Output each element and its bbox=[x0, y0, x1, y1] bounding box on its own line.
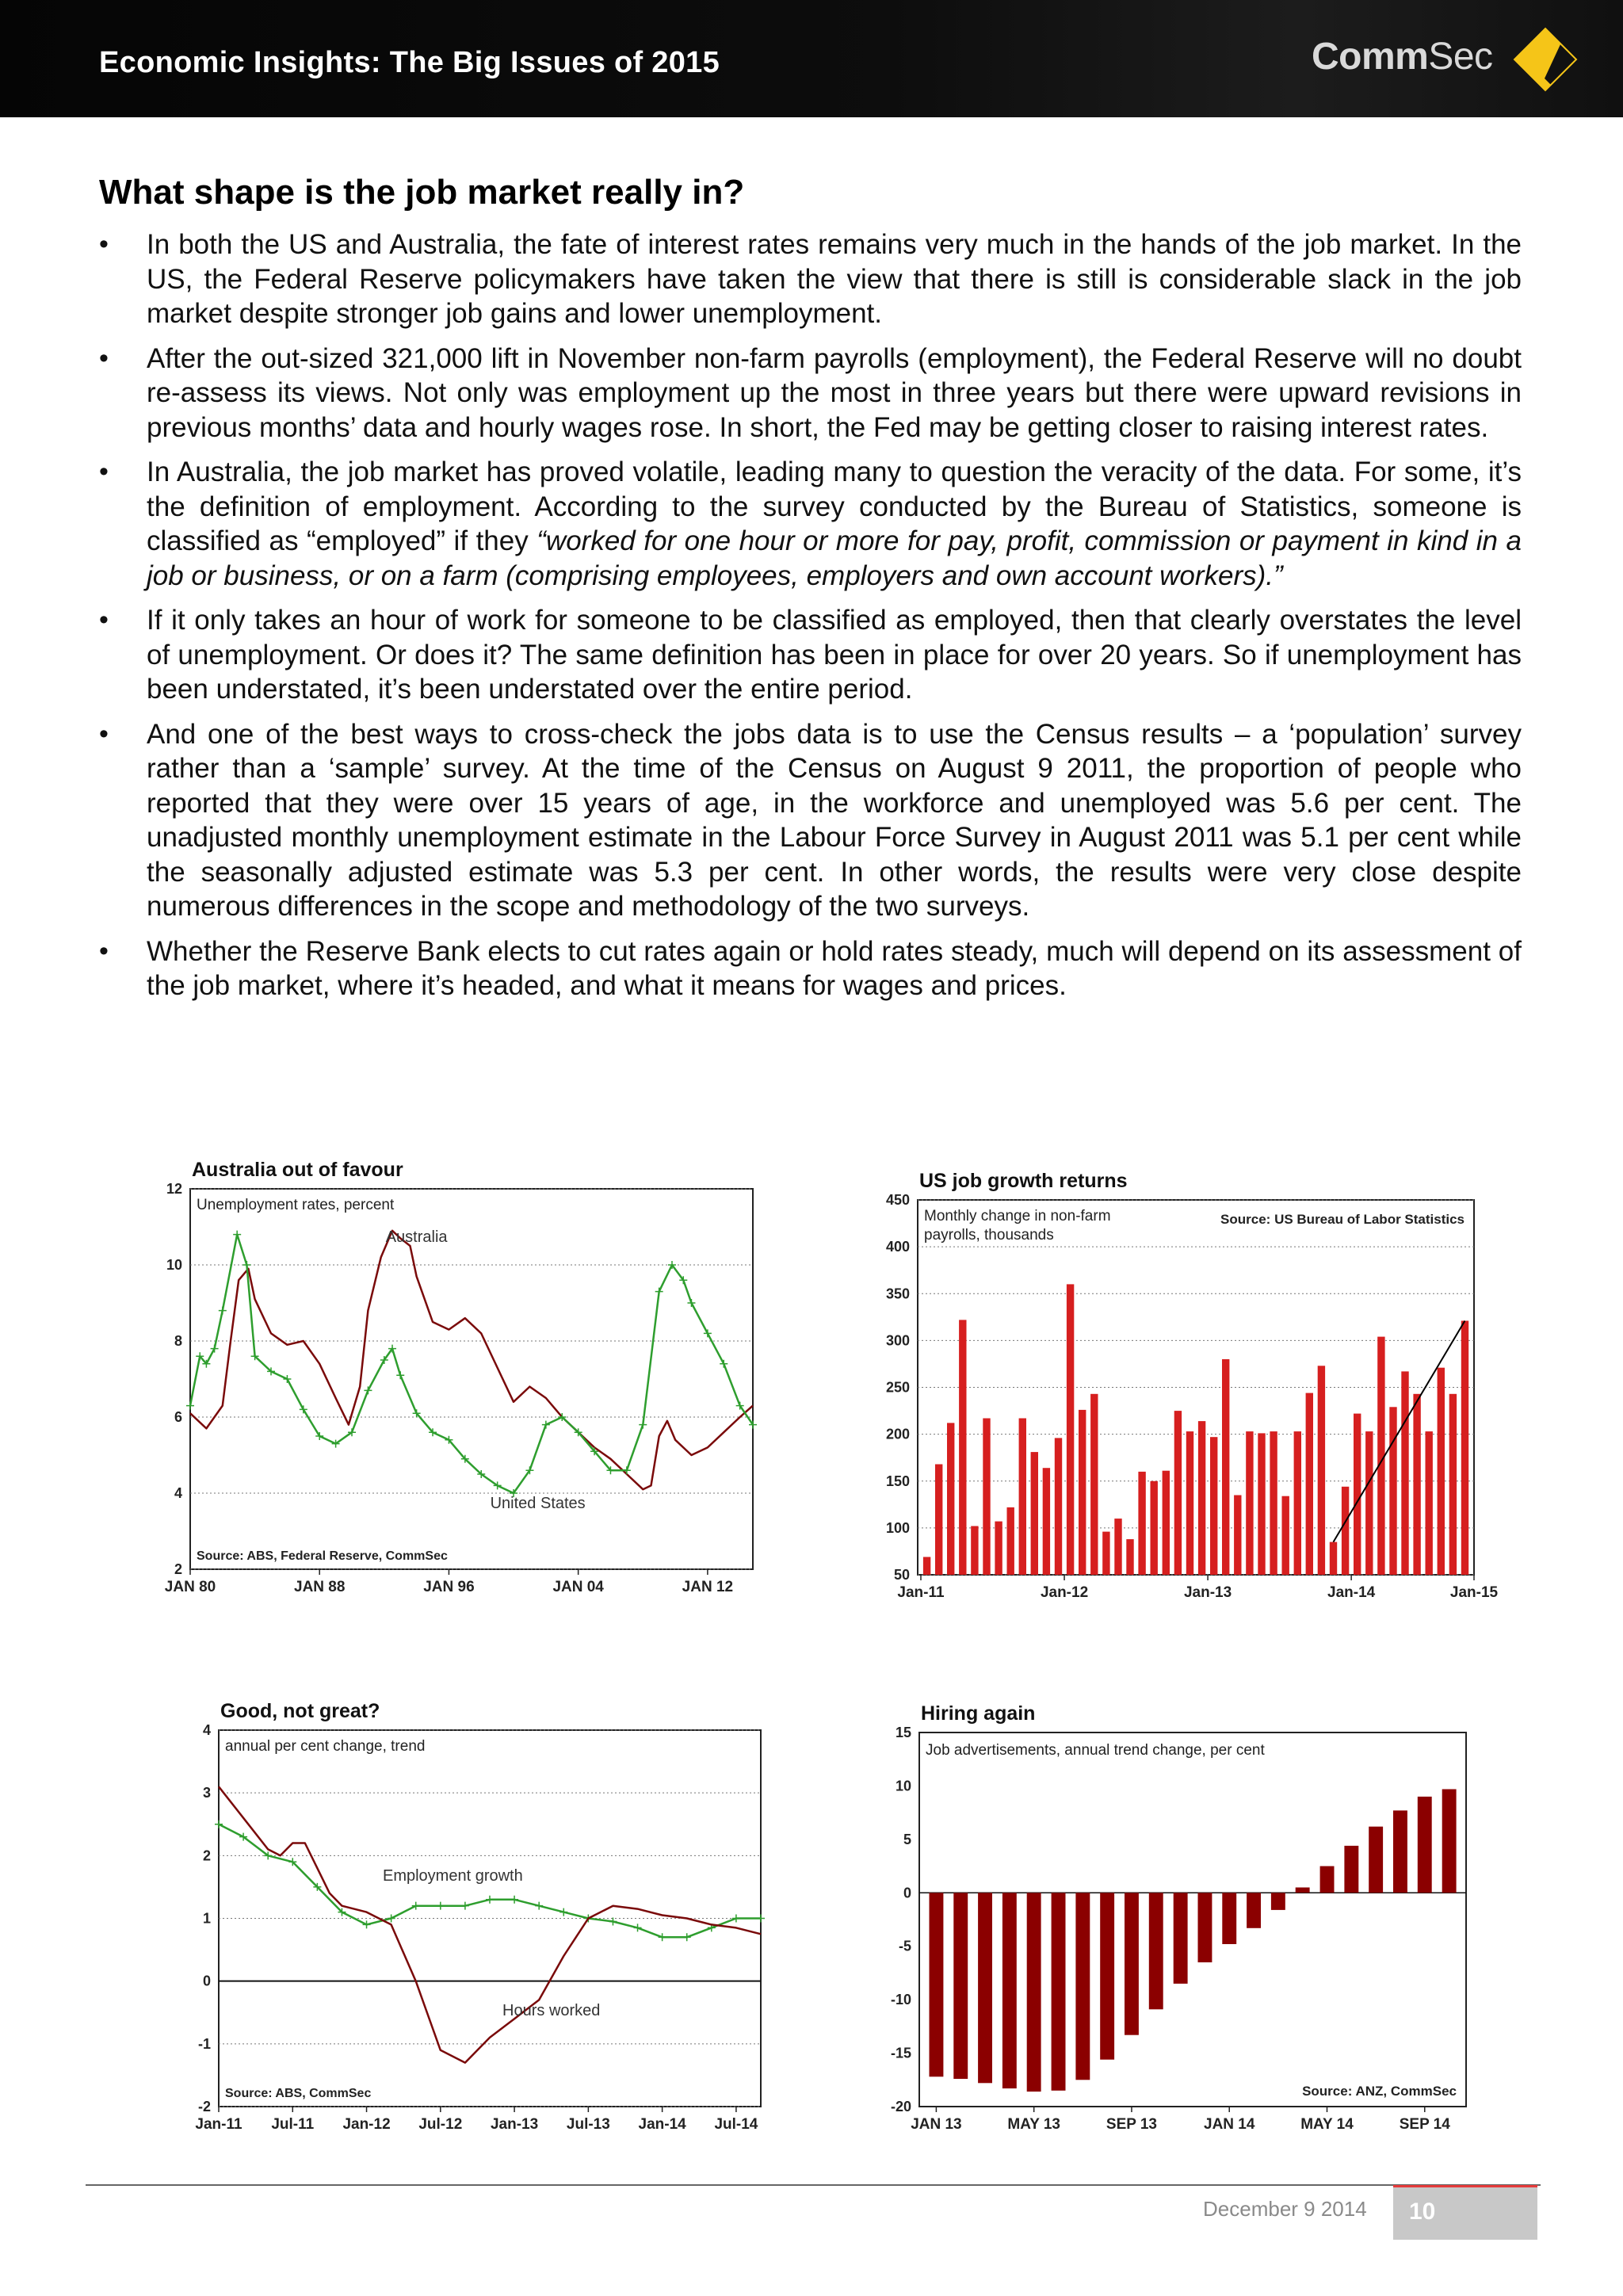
bar bbox=[1369, 1827, 1383, 1893]
x-tick-label: SEP 14 bbox=[1399, 2116, 1450, 2133]
bar bbox=[1198, 1893, 1212, 1962]
section-title: What shape is the job market really in? bbox=[99, 173, 745, 212]
bar bbox=[1296, 1888, 1310, 1893]
chart-title: Good, not great? bbox=[220, 1700, 380, 1722]
bar bbox=[1389, 1407, 1396, 1575]
bullet-item: • Whether the Reserve Bank elects to cut rates again or hold rates steady, much will depend on its assessment of the job market, where it’s headed, and what it means for wages and prices. bbox=[99, 934, 1522, 1003]
x-tick-label: Jan-14 bbox=[1327, 1584, 1376, 1601]
bar bbox=[1055, 1438, 1062, 1575]
bar bbox=[1102, 1532, 1109, 1575]
bar bbox=[1449, 1394, 1457, 1575]
y-tick-label: 0 bbox=[903, 1885, 911, 1901]
bullet-item: • In both the US and Australia, the fate of interest rates remains very much in the hands of the job market. In the US, the Federal Reserve policymakers have taken the view that there is still is considerable slack in the job market despite stronger job gains and lower unemployment. bbox=[99, 227, 1522, 331]
bar bbox=[1031, 1452, 1038, 1575]
chart-title: Australia out of favour bbox=[192, 1159, 403, 1181]
bar bbox=[947, 1423, 954, 1575]
chart-source: Source: ABS, CommSec bbox=[225, 2087, 372, 2100]
x-tick-label: Jan-15 bbox=[1449, 1584, 1499, 1601]
y-tick-label: 100 bbox=[885, 1519, 910, 1536]
bar bbox=[1401, 1371, 1408, 1575]
x-tick-label: JAN 04 bbox=[552, 1579, 604, 1595]
x-tick-label: JAN 88 bbox=[294, 1579, 346, 1595]
y-tick-label: 450 bbox=[885, 1192, 910, 1208]
employment-definition-quote: “worked for one hour or more for pay, profit, commission or payment in kind in a job or business, or on a farm (comprising employees, employers and own account workers).” bbox=[147, 525, 1522, 591]
plot-area bbox=[919, 1733, 1466, 2107]
y-tick-label: 400 bbox=[885, 1239, 910, 1255]
bar bbox=[923, 1557, 930, 1576]
bar bbox=[1222, 1359, 1229, 1575]
bar bbox=[978, 1893, 992, 2083]
bar bbox=[1079, 1410, 1086, 1575]
x-tick-label: JAN 80 bbox=[164, 1579, 216, 1595]
chart-source: Source: ABS, Federal Reserve, CommSec bbox=[197, 1549, 448, 1563]
x-tick-label: Jul-11 bbox=[271, 2116, 315, 2133]
bar bbox=[1100, 1893, 1114, 2059]
bar bbox=[995, 1522, 1002, 1575]
y-tick-label: -5 bbox=[898, 1938, 911, 1954]
y-tick-label: 300 bbox=[885, 1332, 910, 1349]
bullet-item: • And one of the best ways to cross-check the jobs data is to use the Census results – a ‘population’ survey rather than a ‘sample’ survey. At the time of the Census on August 9 2011, the proportion of people who reported that they were over 15 years of age, in the workforce and unemployed was 5.6 per cent. The unadjusted monthly unemployment estimate in the Labour Force Survey in August 2011 was 5.1 per cent while the seasonally adjusted estimate was 5.3 per cent. In other words, the results were very close despite numerous differences in the scope and methodology of the two surveys. bbox=[99, 717, 1522, 924]
bar bbox=[1151, 1481, 1158, 1575]
bar bbox=[1007, 1507, 1014, 1575]
y-tick-label: 5 bbox=[903, 1831, 911, 1847]
series-label: United States bbox=[490, 1495, 586, 1513]
bar bbox=[959, 1320, 966, 1575]
bar bbox=[1234, 1496, 1241, 1576]
bar bbox=[1019, 1419, 1026, 1576]
bullet-list bbox=[99, 227, 1522, 1014]
bar bbox=[1294, 1431, 1301, 1575]
bar bbox=[1365, 1431, 1373, 1575]
commsec-logo: CommSec bbox=[1312, 36, 1493, 78]
y-tick-label: 10 bbox=[895, 1778, 911, 1794]
page-number-box bbox=[1393, 2185, 1537, 2240]
y-tick-label: 2 bbox=[202, 1847, 211, 1864]
bar bbox=[1258, 1433, 1265, 1575]
bar bbox=[1149, 1893, 1163, 2009]
bar bbox=[1413, 1394, 1420, 1575]
bar bbox=[1282, 1496, 1289, 1575]
bar bbox=[1344, 1846, 1358, 1893]
x-tick-label: JAN 13 bbox=[911, 2116, 962, 2133]
bar bbox=[1393, 1810, 1407, 1893]
y-tick-label: -10 bbox=[890, 1992, 911, 2008]
chart-subtitle: Unemployment rates, percent bbox=[197, 1197, 395, 1213]
bar bbox=[1318, 1366, 1325, 1575]
chart-title: US job growth returns bbox=[919, 1170, 1128, 1192]
bar bbox=[1320, 1866, 1335, 1893]
y-tick-label: 150 bbox=[885, 1473, 910, 1489]
y-tick-label: 2 bbox=[174, 1561, 182, 1577]
bar bbox=[930, 1893, 944, 2076]
bar bbox=[1125, 1893, 1139, 2034]
bullet-item: • If it only takes an hour of work for someone to be classified as employed, then that clearly overstates the level of unemployment. Or does it? The same definition has been in place for over 20 years. So if unemployment has been understated, it’s been understated over the entire period. bbox=[99, 603, 1522, 707]
chart-good-not-great bbox=[190, 1690, 777, 2138]
bar bbox=[1438, 1368, 1445, 1575]
bar bbox=[1442, 1790, 1457, 1893]
y-tick-label: -2 bbox=[197, 2099, 211, 2115]
bar bbox=[971, 1526, 978, 1576]
footer-divider bbox=[86, 2184, 1541, 2186]
footer-date: December 9 2014 bbox=[1203, 2197, 1367, 2221]
bar bbox=[1174, 1411, 1182, 1575]
y-tick-label: 8 bbox=[174, 1333, 182, 1349]
bar bbox=[1027, 1893, 1041, 2092]
x-tick-label: MAY 14 bbox=[1300, 2116, 1354, 2133]
x-tick-label: Jul-14 bbox=[714, 2116, 758, 2133]
y-tick-label: 1 bbox=[202, 1910, 211, 1927]
x-tick-label: Jul-12 bbox=[418, 2116, 463, 2133]
bar bbox=[1138, 1472, 1145, 1575]
chart-subtitle: payrolls, thousands bbox=[924, 1227, 1054, 1244]
y-tick-label: 12 bbox=[166, 1181, 182, 1197]
bar bbox=[1271, 1893, 1285, 1910]
bar bbox=[1418, 1797, 1432, 1893]
series-label: Hours worked bbox=[502, 2002, 601, 2020]
bar bbox=[1067, 1284, 1074, 1575]
bar bbox=[1186, 1431, 1193, 1575]
chart-us-job-growth bbox=[880, 1159, 1506, 1603]
x-tick-label: Jan-12 bbox=[342, 2116, 391, 2133]
x-tick-label: Jul-13 bbox=[566, 2116, 610, 2133]
x-tick-label: Jan-13 bbox=[1183, 1584, 1232, 1601]
chart-source: Source: US Bureau of Labor Statistics bbox=[1220, 1212, 1465, 1227]
bullet-item: • In Australia, the job market has proved volatile, leading many to question the veracity of the data. For some, it’s the definition of employment. According to the survey conducted by the Bureau of Statistics, someone is classified as “employed” if they “worked for one hour or more for pay, profit, commission or payment in kind in a job or business, or on a farm (comprising employees, employers and own account workers).” bbox=[99, 455, 1522, 593]
page-number: 10 bbox=[1409, 2199, 1436, 2225]
bar bbox=[1163, 1471, 1170, 1575]
bar bbox=[1043, 1468, 1050, 1575]
chart-subtitle: Job advertisements, annual trend change, per cent bbox=[926, 1742, 1265, 1759]
yellow-diamond-icon bbox=[1510, 24, 1581, 95]
y-tick-label: -1 bbox=[197, 2035, 211, 2052]
chart-title: Hiring again bbox=[921, 1702, 1036, 1725]
bar bbox=[1247, 1893, 1261, 1928]
x-tick-label: JAN 12 bbox=[682, 1579, 734, 1595]
x-tick-label: SEP 13 bbox=[1106, 2116, 1158, 2133]
bar bbox=[1126, 1539, 1133, 1575]
bar bbox=[1174, 1893, 1188, 1984]
y-tick-label: 350 bbox=[885, 1286, 910, 1302]
x-tick-label: Jan-11 bbox=[897, 1584, 945, 1601]
bar bbox=[1052, 1893, 1066, 2091]
bar bbox=[1002, 1893, 1017, 2088]
y-tick-label: 0 bbox=[202, 1973, 211, 1989]
bar bbox=[953, 1893, 968, 2079]
chart-subtitle: annual per cent change, trend bbox=[225, 1738, 426, 1755]
bar bbox=[1342, 1487, 1349, 1575]
bar bbox=[935, 1465, 942, 1576]
x-tick-label: Jan-14 bbox=[638, 2116, 686, 2133]
bar bbox=[983, 1419, 990, 1576]
bullet-item: • After the out-sized 321,000 lift in November non-farm payrolls (employment), the Federal Reserve will no doubt re-assess its views. Not only was employment up the most in three years but there were upward revisions in previous months’ data and hourly wages rose. In short, the Fed may be getting closer to raising interest rates. bbox=[99, 342, 1522, 445]
y-tick-label: -20 bbox=[890, 2099, 911, 2115]
bar bbox=[1426, 1431, 1433, 1575]
chart-hiring-again bbox=[880, 1694, 1506, 2138]
y-tick-label: 50 bbox=[893, 1567, 910, 1583]
chart-source: Source: ANZ, CommSec bbox=[1302, 2084, 1457, 2099]
x-tick-label: Jan-13 bbox=[490, 2116, 539, 2133]
x-tick-label: JAN 14 bbox=[1204, 2116, 1255, 2133]
bar bbox=[1354, 1414, 1361, 1575]
y-tick-label: -15 bbox=[890, 2045, 911, 2061]
bar bbox=[1246, 1431, 1253, 1575]
bar bbox=[1306, 1393, 1313, 1575]
y-tick-label: 10 bbox=[166, 1257, 182, 1273]
x-tick-label: MAY 13 bbox=[1007, 2116, 1060, 2133]
bar bbox=[1222, 1893, 1236, 1944]
y-tick-label: 15 bbox=[895, 1725, 911, 1740]
x-tick-label: Jan-12 bbox=[1040, 1584, 1089, 1601]
y-tick-label: 3 bbox=[202, 1785, 211, 1801]
bar bbox=[1090, 1394, 1098, 1575]
y-tick-label: 6 bbox=[174, 1409, 182, 1425]
x-tick-label: JAN 96 bbox=[423, 1579, 475, 1595]
bar bbox=[1270, 1431, 1277, 1575]
x-tick-label: Jan-11 bbox=[195, 2116, 242, 2133]
y-tick-label: 250 bbox=[885, 1379, 910, 1396]
bar bbox=[1198, 1421, 1205, 1575]
series-label: Employment growth bbox=[382, 1867, 523, 1885]
chart-australia-out-of-favour bbox=[155, 1153, 773, 1609]
bar bbox=[1461, 1321, 1468, 1576]
bar bbox=[1075, 1893, 1090, 2080]
series-label: Australia bbox=[385, 1228, 448, 1247]
y-tick-label: 4 bbox=[174, 1485, 182, 1501]
bar bbox=[1210, 1437, 1217, 1575]
y-tick-label: 200 bbox=[885, 1426, 910, 1442]
chart-subtitle: Monthly change in non-farm bbox=[924, 1208, 1111, 1224]
header-bar bbox=[0, 0, 1623, 117]
bar bbox=[1330, 1542, 1337, 1575]
bar bbox=[1114, 1519, 1121, 1575]
document-title: Economic Insights: The Big Issues of 2015 bbox=[99, 46, 720, 79]
plot-area bbox=[190, 1189, 753, 1569]
y-tick-label: 4 bbox=[202, 1722, 211, 1738]
